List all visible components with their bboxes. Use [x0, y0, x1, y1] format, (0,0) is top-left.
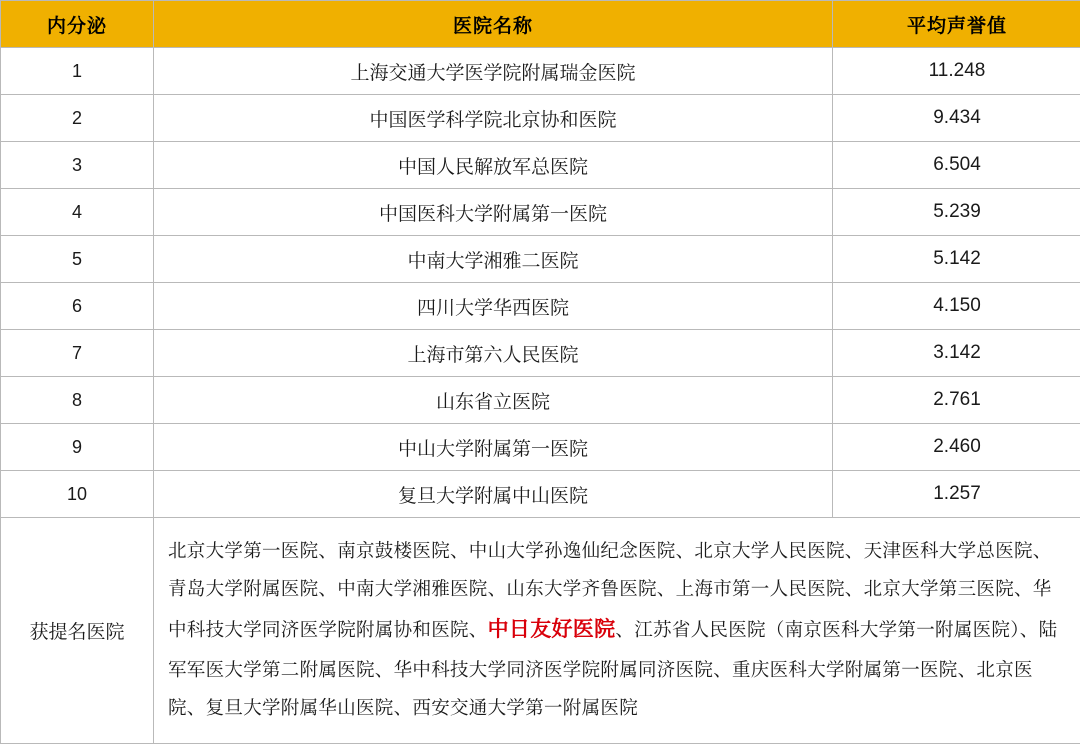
cell-rank: 6	[1, 283, 154, 330]
table-header-row	[1, 1, 1080, 48]
cell-score: 1.257	[833, 471, 1080, 518]
table-body	[1, 48, 1080, 744]
nominated-text-after: 、江苏省人民医院（南京医科大学第一附属医院）、陆军军医大学第二附属医院、华中科技大学同济医学院附属同济医院、重庆医科大学附属第一医院、北京医院、复旦大学附属华山医院、西安交通大学第一附属医院	[168, 619, 1057, 718]
cell-hospital-name: 上海市第六人民医院	[154, 330, 833, 377]
table-row	[1, 283, 1080, 330]
table-row	[1, 95, 1080, 142]
cell-rank: 8	[1, 377, 154, 424]
nominated-label: 获提名医院	[1, 518, 154, 744]
table-row	[1, 189, 1080, 236]
cell-rank: 7	[1, 330, 154, 377]
table-row	[1, 377, 1080, 424]
cell-score: 5.142	[833, 236, 1080, 283]
cell-hospital-name: 中南大学湘雅二医院	[154, 236, 833, 283]
cell-hospital-name: 中国人民解放军总医院	[154, 142, 833, 189]
cell-score: 5.239	[833, 189, 1080, 236]
column-header-average-reputation: 平均声誉值	[833, 1, 1080, 48]
cell-score: 4.150	[833, 283, 1080, 330]
cell-hospital-name: 四川大学华西医院	[154, 283, 833, 330]
column-header-hospital-name: 医院名称	[154, 1, 833, 48]
cell-score: 2.761	[833, 377, 1080, 424]
cell-rank: 3	[1, 142, 154, 189]
cell-hospital-name: 山东省立医院	[154, 377, 833, 424]
cell-rank: 10	[1, 471, 154, 518]
table-row	[1, 330, 1080, 377]
cell-hospital-name: 中山大学附属第一医院	[154, 424, 833, 471]
cell-hospital-name: 上海交通大学医学院附属瑞金医院	[154, 48, 833, 95]
nominated-hospitals-list	[154, 518, 1080, 744]
cell-rank: 9	[1, 424, 154, 471]
cell-hospital-name: 中国医学科学院北京协和医院	[154, 95, 833, 142]
cell-score: 6.504	[833, 142, 1080, 189]
table-row	[1, 471, 1080, 518]
cell-score: 9.434	[833, 95, 1080, 142]
cell-score: 11.248	[833, 48, 1080, 95]
cell-rank: 2	[1, 95, 154, 142]
table-row	[1, 48, 1080, 95]
cell-score: 2.460	[833, 424, 1080, 471]
cell-hospital-name: 复旦大学附属中山医院	[154, 471, 833, 518]
table-row	[1, 236, 1080, 283]
cell-hospital-name: 中国医科大学附属第一医院	[154, 189, 833, 236]
cell-score: 3.142	[833, 330, 1080, 377]
table-header	[1, 1, 1080, 48]
column-header-rank: 内分泌	[1, 1, 154, 48]
nominated-text-before: 北京大学第一医院、南京鼓楼医院、中山大学孙逸仙纪念医院、北京大学人民医院、天津医科大学总医院、青岛大学附属医院、中南大学湘雅医院、山东大学齐鲁医院、上海市第一人民医院、北京大学第三医院、华中科技大学同济医学院附属协和医院、	[168, 540, 1052, 640]
nominated-hospitals-row	[1, 518, 1080, 744]
table-row	[1, 424, 1080, 471]
cell-rank: 1	[1, 48, 154, 95]
table-row	[1, 142, 1080, 189]
nominated-highlighted-hospital: 中日友好医院	[488, 618, 616, 641]
cell-rank: 4	[1, 189, 154, 236]
cell-rank: 5	[1, 236, 154, 283]
